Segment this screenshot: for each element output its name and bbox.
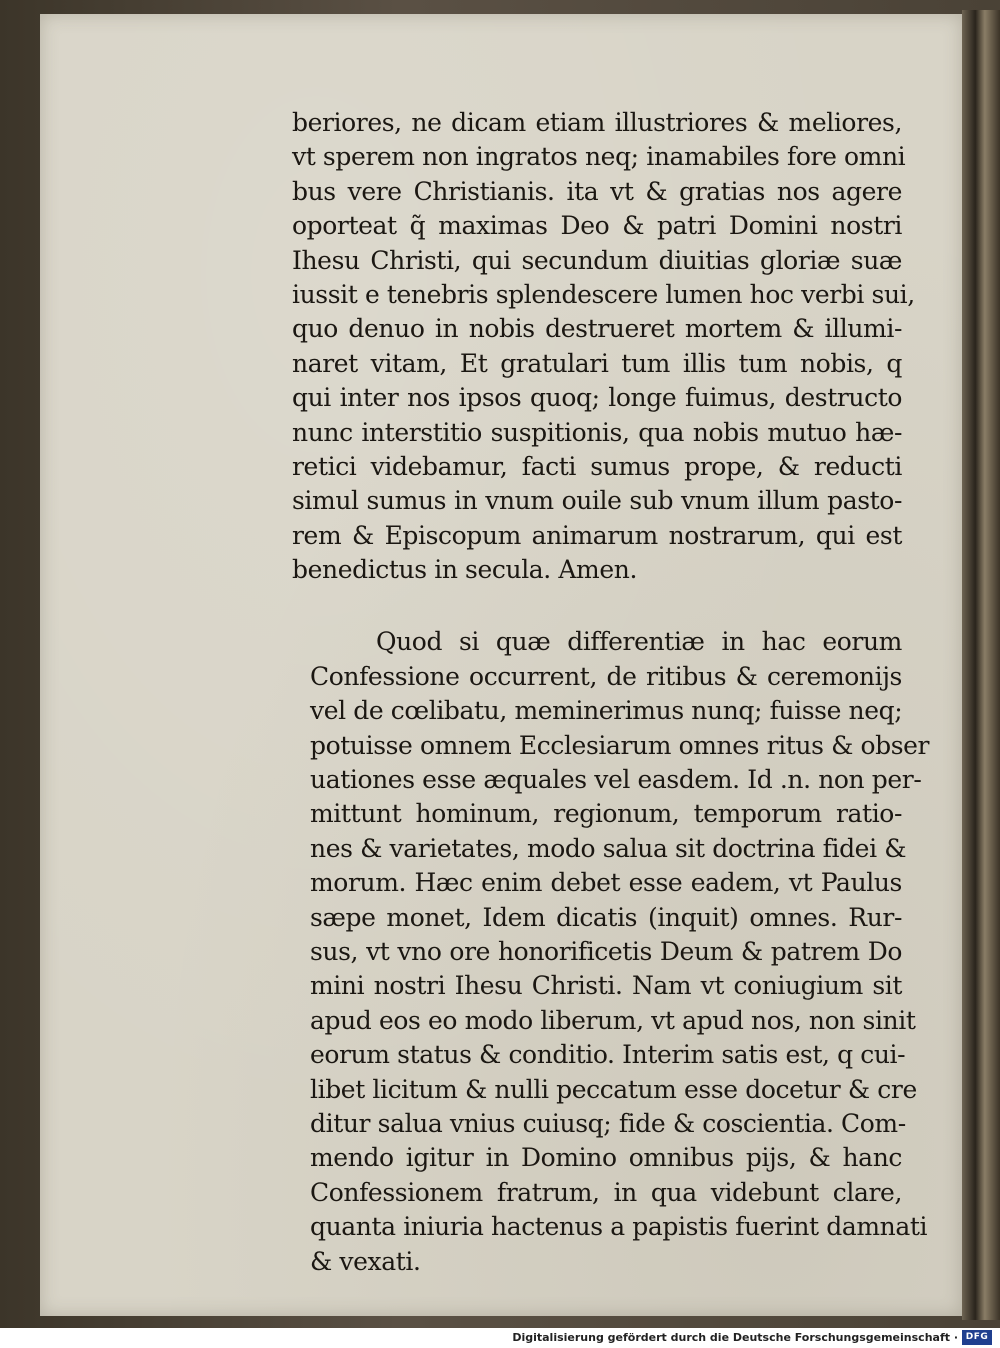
text-line: sæpe monet, Idem dicatis (inquit) omnes. Rur- [310, 902, 902, 932]
text-line: vel de cœlibatu, meminerimus nunq; fuisse neq; [310, 696, 903, 726]
funding-credit: Digitalisierung gefördert durch die Deutsche Forschungsgemeinschaft · [512, 1331, 958, 1344]
paragraph-2 [292, 625, 930, 1278]
text-line: mittunt hominum, regionum, temporum ratio- [310, 799, 902, 829]
text-line: ditur salua vnius cuiusq; fide & coscientia. Com- [310, 1108, 906, 1138]
page-text [292, 106, 930, 1279]
text-line: simul sumus in vnum ouile sub vnum illum pasto- [292, 486, 902, 516]
text-line: libet licitum & nulli peccatum esse docetur & cre [310, 1074, 917, 1104]
text-line: iussit e tenebris splendescere lumen hoc verbi sui, [292, 279, 915, 309]
text-line: potuisse omnem Ecclesiarum omnes ritus & obser [310, 730, 930, 760]
text-line: quo denuo in nobis destrueret mortem & illumi- [292, 314, 902, 344]
text-line: Confessione occurrent, de ritibus & ceremonijs [310, 661, 902, 691]
text-line: nunc interstitio suspitionis, qua nobis mutuo hæ- [292, 417, 902, 447]
text-line: apud eos eo modo liberum, vt apud nos, non sinit [310, 1005, 916, 1035]
paragraph-1 [292, 106, 915, 587]
text-line: Confessionem fratrum, in qua videbunt clare, [310, 1177, 902, 1207]
text-line: nes & varietates, modo salua sit doctrina fidei & [310, 833, 907, 863]
text-line: benedictus in secula. Amen. [292, 555, 637, 585]
text-line: retici videbamur, facti sumus prope, & reducti [292, 451, 902, 481]
dfg-logo[interactable]: DFG [962, 1330, 992, 1345]
text-line: mini nostri Ihesu Christi. Nam vt coniugium sit [310, 971, 902, 1001]
text-line: sus, vt vno ore honorificetis Deum & patrem Do [310, 936, 902, 966]
text-line: oporteat q̃ maximas Deo & patri Domini nostri [292, 211, 902, 241]
page-edge [962, 10, 1000, 1320]
text-line: naret vitam, Et gratulari tum illis tum nobis, q [292, 348, 902, 378]
text-line: uationes esse æquales vel easdem. Id .n. non per- [310, 765, 922, 795]
text-line: & vexati. [310, 1246, 421, 1276]
text-line: vt sperem non ingratos neq; inamabiles fore omni [292, 142, 906, 172]
paragraph-gap [292, 587, 902, 625]
text-line: Ihesu Christi, qui secundum diuitias gloriæ suæ [292, 245, 902, 275]
text-line: quanta iniuria hactenus a papistis fuerint damnati [310, 1212, 928, 1242]
text-line: qui inter nos ipsos quoq; longe fuimus, destructo [292, 383, 902, 413]
text-line: morum. Hæc enim debet esse eadem, vt Paulus [310, 868, 902, 898]
text-line: mendo igitur in Domino omnibus pijs, & hanc [310, 1143, 902, 1173]
text-line: Quod si quæ differentiæ in hac eorum [376, 627, 902, 657]
text-line: eorum status & conditio. Interim satis est, q cui- [310, 1040, 906, 1070]
text-line: beriores, ne dicam etiam illustriores & meliores, [292, 108, 902, 137]
footer-bar [0, 1328, 1000, 1348]
text-line: bus vere Christianis. ita vt & gratias nos agere [292, 176, 902, 206]
text-line: rem & Episcopum animarum nostrarum, qui est [292, 520, 902, 550]
